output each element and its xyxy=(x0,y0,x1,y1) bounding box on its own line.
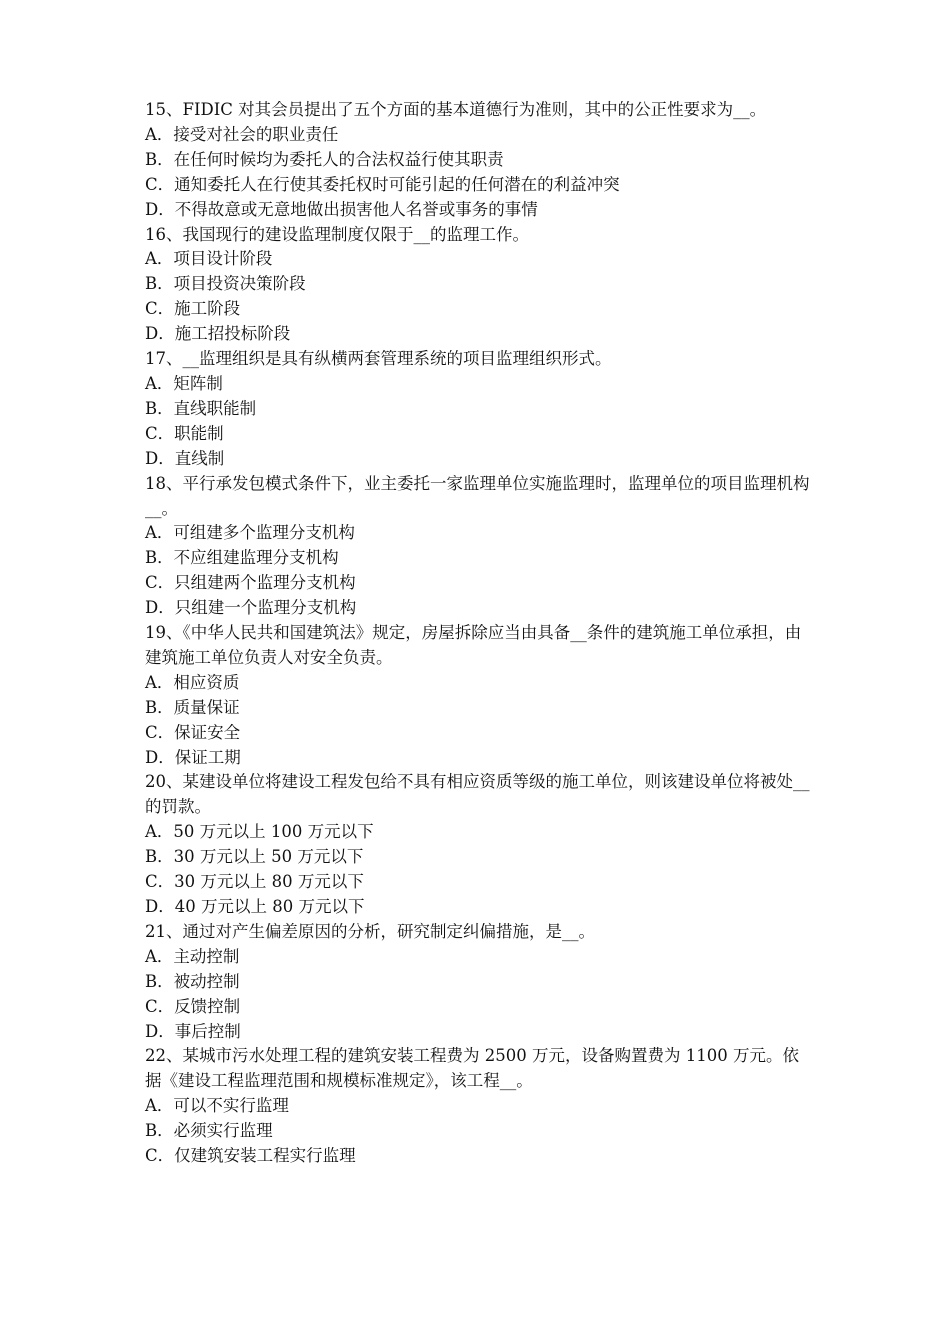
question-20-option-c: C．30 万元以上 80 万元以下 xyxy=(145,872,364,892)
question-15-stem: 15、FIDIC 对其会员提出了五个方面的基本道德行为准则，其中的公正性要求为__。 xyxy=(145,100,767,119)
question-19-option-a: A．相应资质 xyxy=(145,672,240,692)
question-16-option-d: D．施工招投标阶段 xyxy=(145,324,291,344)
question-20-option-d: D．40 万元以上 80 万元以下 xyxy=(145,897,365,916)
question-18-option-c: C．只组建两个监理分支机构 xyxy=(145,573,356,593)
question-16-option-c: C．施工阶段 xyxy=(145,299,241,319)
question-15-option-c: C．通知委托人在行使其委托权时可能引起的任何潜在的利益冲突 xyxy=(145,174,620,194)
question-22-option-a: A．可以不实行监理 xyxy=(145,1096,289,1116)
question-19-option-b: B．质量保证 xyxy=(145,697,240,717)
question-21-option-b: B．被动控制 xyxy=(145,971,240,991)
question-18-option-a: A．可组建多个监理分支机构 xyxy=(145,523,355,543)
question-22-option-b: B．必须实行监理 xyxy=(145,1121,273,1141)
question-20-option-b: B．30 万元以上 50 万元以下 xyxy=(145,847,364,867)
question-15-option-a: A．接受对社会的职业责任 xyxy=(145,124,339,144)
question-18-option-b: B．不应组建监理分支机构 xyxy=(145,548,339,568)
question-17-stem: 17、__监理组织是具有纵横两套管理系统的项目监理组织形式。 xyxy=(145,349,612,369)
question-20-option-a: A．50 万元以上 100 万元以下 xyxy=(145,822,374,842)
question-20-stem: 20、某建设单位将建设工程发包给不具有相应资质等级的施工单位，则该建设单位将被处__的罚款。 xyxy=(145,772,810,817)
question-19-stem: 19、《中华人民共和国建筑法》规定，房屋拆除应当由具备__条件的建筑施工单位承担，由建筑施工单位负责人对安全负责。 xyxy=(145,623,802,667)
question-17-option-c: C．职能制 xyxy=(145,423,224,443)
question-21-option-c: C．反馈控制 xyxy=(145,996,241,1016)
document-page xyxy=(145,98,810,1169)
question-16-stem: 16、我国现行的建设监理制度仅限于__的监理工作。 xyxy=(145,224,529,244)
question-19-option-c: C．保证安全 xyxy=(145,722,241,742)
question-18-stem: 18、平行承发包模式条件下，业主委托一家监理单位实施监理时，监理单位的项目监理机构__。 xyxy=(145,473,810,518)
question-17-option-a: A．矩阵制 xyxy=(145,373,223,393)
question-22-option-c: C．仅建筑安装工程实行监理 xyxy=(145,1146,356,1166)
question-21-option-d: D．事后控制 xyxy=(145,1021,241,1041)
question-16-option-b: B．项目投资决策阶段 xyxy=(145,274,306,294)
question-17-option-b: B．直线职能制 xyxy=(145,398,257,418)
question-21-stem: 21、通过对产生偏差原因的分析，研究制定纠偏措施，是__。 xyxy=(145,921,595,941)
question-22-stem: 22、某城市污水处理工程的建筑安装工程费为 2500 万元，设备购置费为 1100 万元。依据《建设工程监理范围和规模标准规定》，该工程__。 xyxy=(145,1046,799,1091)
question-21-option-a: A．主动控制 xyxy=(145,946,240,966)
question-16-option-a: A．项目设计阶段 xyxy=(145,249,273,269)
question-19-option-d: D．保证工期 xyxy=(145,747,241,767)
question-18-option-d: D．只组建一个监理分支机构 xyxy=(145,598,357,618)
question-17-option-d: D．直线制 xyxy=(145,448,225,468)
question-15-option-d: D．不得故意或无意地做出损害他人名誉或事务的事情 xyxy=(145,199,538,219)
question-15-option-b: B．在任何时候均为委托人的合法权益行使其职责 xyxy=(145,149,504,169)
